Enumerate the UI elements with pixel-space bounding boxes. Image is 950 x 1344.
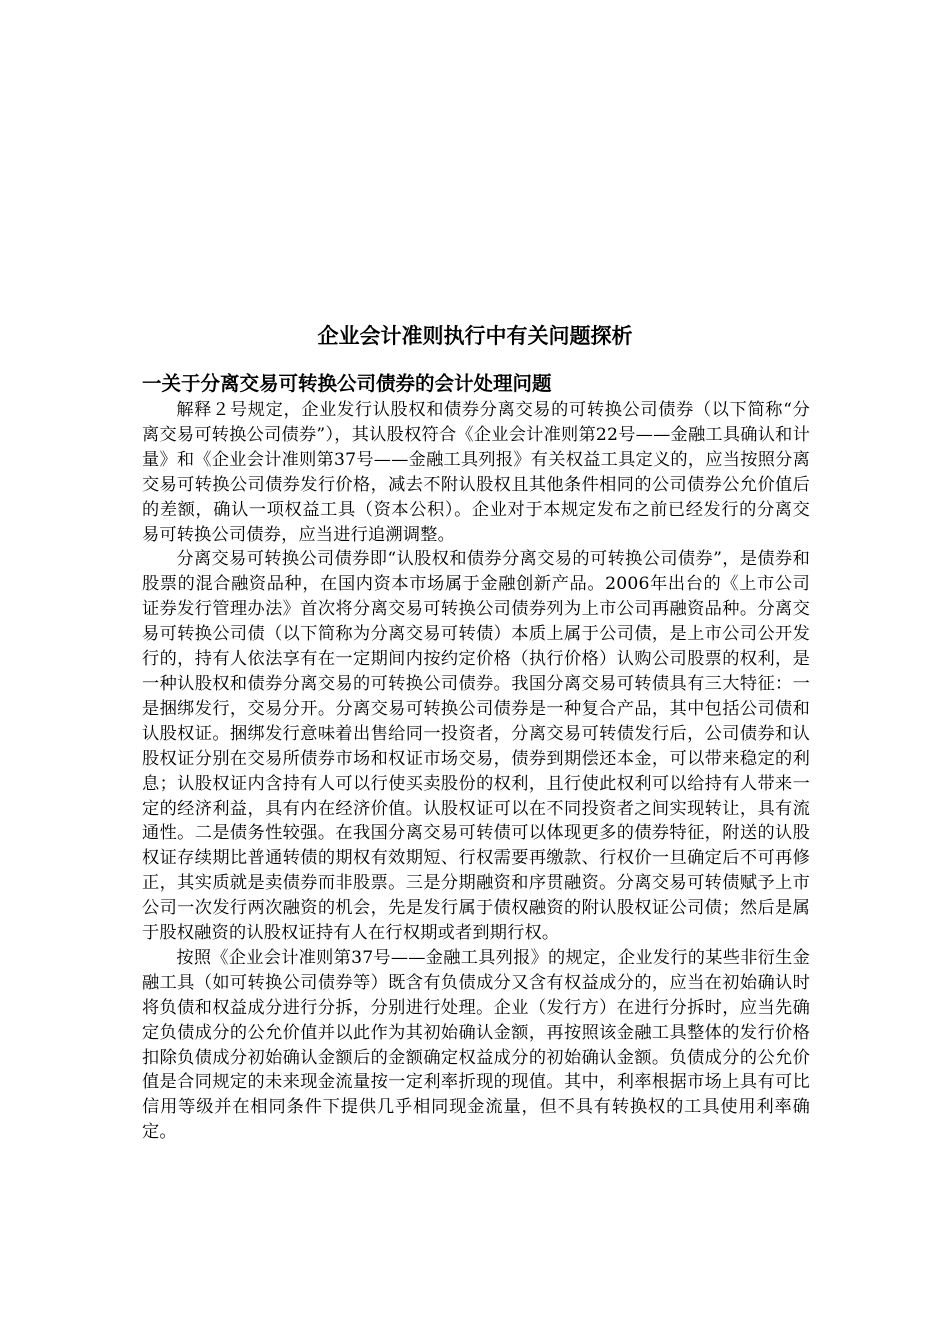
section-heading: 一关于分离交易可转换公司债券的会计处理问题 (142, 372, 552, 395)
paragraph-3: 按照《企业会计准则第37号——金融工具列报》的规定，企业发行的某些非衍生金融工具（如可转换公司债券等）既含有负债成分又含有权益成分的，应当在初始确认时将负债和权益成分进行分拆，分别进行处理。企业（发行方）在进行分拆时，应当先确定负债成分的公允价值并以此作为其初始确认金额，再按照该金融工具整体的发行价格扣除负债成分初始确认金额后的金额确定权益成分的初始确认金额。负债成分的公允价值是合同规定的未来现金流量按一定利率折现的现值。其中，利率根据市场上具有可比信用等级并在相同条件下提供几乎相同现金流量，但不具有转换权的工具使用利率确定。 (142, 947, 810, 1143)
document-title: 企业会计准则执行中有关问题探析 (317, 323, 633, 348)
paragraph-2: 分离交易可转换公司债券即“认股权和债券分离交易的可转换公司债券”，是债券和股票的混合融资品种，在国内资本市场属于金融创新产品。2006年出台的《上市公司证券发行管理办法》首次将分离交易可转换公司债券列为上市公司再融资品种。分离交易可转换公司债（以下简称为分离交易可转债）本质上属于公司债，是上市公司公开发行的，持有人依法享有在一定期间内按约定价格（执行价格）认购公司股票的权利，是一种认股权和债券分离交易的可转换公司债券。我国分离交易可转债具有三大特征：一是捆绑发行，交易分开。分离交易可转换公司债券是一种复合产品，其中包括公司债和认股权证。捆绑发行意味着出售给同一投资者，分离交易可转债发行后，公司债券和认股权证分别在交易所债券市场和权证市场交易，债券到期偿还本金，可以带来稳定的利息；认股权证内含持有人可以行使买卖股份的权利，且行使此权利可以给持有人带来一定的经济利益，具有内在经济价值。认股权证可以在不同投资者之间实现转让，具有流通性。二是债务性较强。在我国分离交易可转债可以体现更多的债券特征，附送的认股权证存续期比普通转债的期权有效期短、行权需要再缴款、行权价一旦确定后不可再修正，其实质就是卖债券而非股票。三是分期融资和序贯融资。分离交易可转债赋予上市公司一次发行两次融资的机会，先是发行属于债权融资的附认股权证公司债；然后是属于股权融资的认股权证持有人在行权期或者到期行权。 (142, 549, 810, 944)
document-body (142, 370, 810, 1145)
paragraph-1: 解释２号规定，企业发行认股权和债券分离交易的可转换公司债券（以下简称“分离交易可转换公司债券”），其认股权符合《企业会计准则第22号——金融工具确认和计量》和《企业会计准则第37号——金融工具列报》有关权益工具定义的，应当按照分离交易可转换公司债券发行价格，减去不附认股权且其他条件相同的公司债券公允价值后的差额，确认一项权益工具（资本公积）。企业对于本规定发布之前已经发行的分离交易可转换公司债券，应当进行追溯调整。 (142, 400, 810, 545)
